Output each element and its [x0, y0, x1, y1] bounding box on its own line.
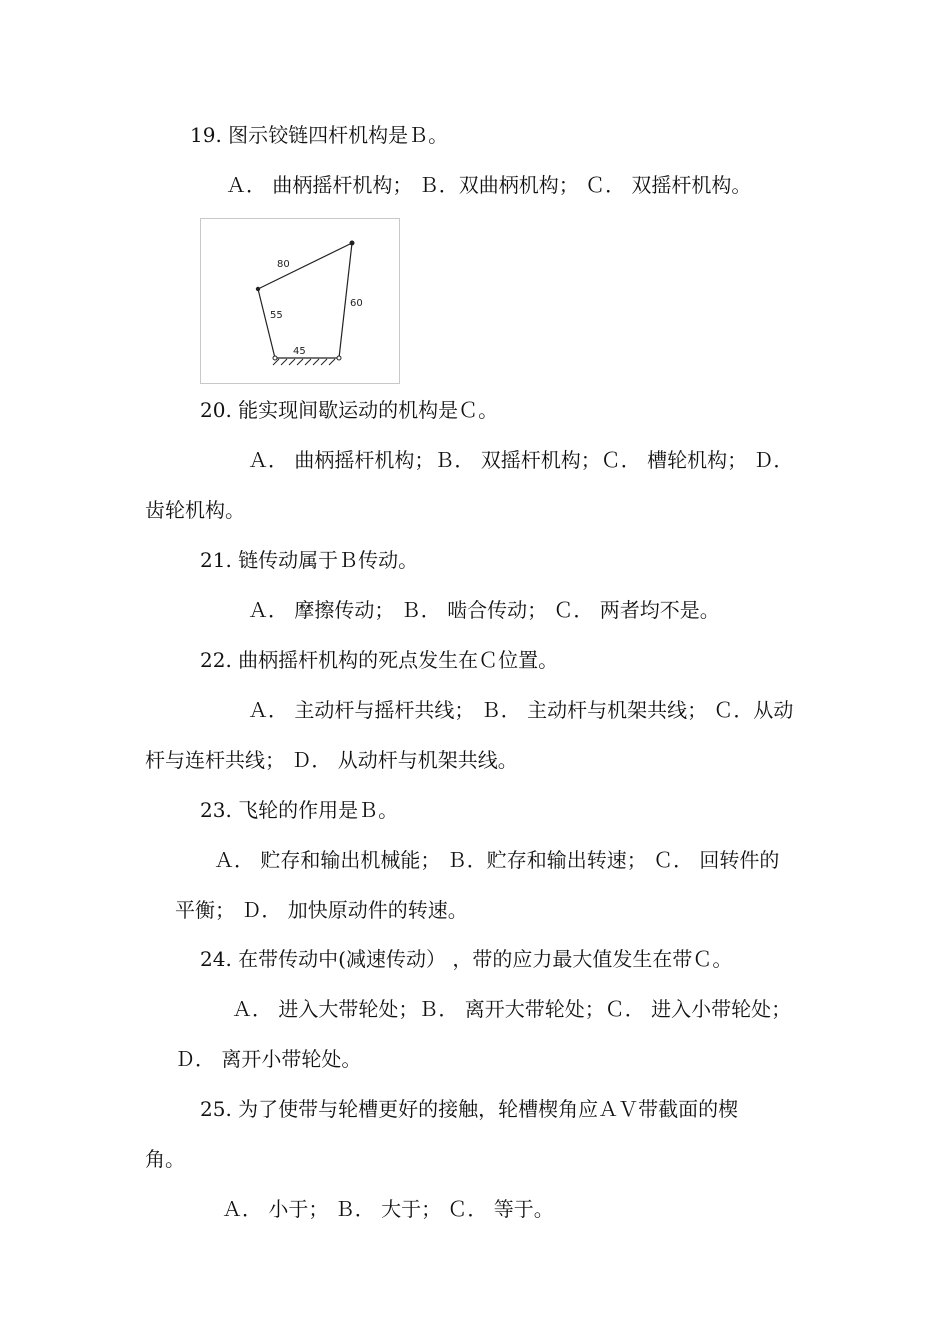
- link-80: [258, 243, 352, 289]
- q24-stem: 24. 在带传动中(减速传动） ，带的应力最大值发生在带Ｃ。: [200, 947, 733, 971]
- q22-stem: 22. 曲柄摇杆机构的死点发生在Ｃ位置。: [200, 648, 559, 672]
- joint-c: [273, 356, 277, 360]
- joint-b: [350, 241, 355, 246]
- q21-options: Ａ． 摩擦传动； Ｂ． 啮合传动； Ｃ． 两者均不是。: [248, 598, 720, 622]
- q23-options-line1: Ａ． 贮存和输出机械能； Ｂ．贮存和输出转速； Ｃ． 回转件的: [214, 848, 780, 872]
- q20-options-line1: Ａ． 曲柄摇杆机构；Ｂ． 双摇杆机构；Ｃ． 槽轮机构； Ｄ．: [248, 448, 794, 472]
- q20-options-line2: 齿轮机构。: [145, 498, 245, 522]
- label-80: 80: [277, 259, 290, 270]
- four-bar-linkage-figure: [200, 218, 400, 384]
- link-55: [258, 289, 275, 358]
- label-45: 45: [293, 346, 306, 357]
- ground-hatch: [273, 359, 335, 365]
- q19-stem: 19. 图示铰链四杆机构是Ｂ。: [190, 123, 449, 147]
- q22-options-line1: Ａ． 主动杆与摇杆共线； Ｂ． 主动杆与机架共线； Ｃ．从动: [248, 698, 794, 722]
- q25-options: Ａ． 小于； Ｂ． 大于； Ｃ． 等于。: [222, 1197, 554, 1221]
- linkage-diagram: [201, 219, 399, 383]
- q21-stem: 21. 链传动属于Ｂ传动。: [200, 548, 419, 572]
- q20-stem: 20. 能实现间歇运动的机构是Ｃ。: [200, 398, 499, 422]
- q23-stem: 23. 飞轮的作用是Ｂ。: [200, 798, 399, 822]
- q22-options-line2: 杆与连杆共线； Ｄ． 从动杆与机架共线。: [145, 748, 518, 772]
- joint-a: [256, 287, 260, 291]
- label-60: 60: [350, 298, 363, 309]
- q19-options: Ａ． 曲柄摇杆机构； Ｂ．双曲柄机构； Ｃ． 双摇杆机构。: [226, 173, 752, 197]
- q24-options-line1: Ａ． 进入大带轮处；Ｂ． 离开大带轮处；Ｃ． 进入小带轮处；: [232, 997, 792, 1021]
- label-55: 55: [270, 310, 283, 321]
- q23-options-line2: 平衡； Ｄ． 加快原动件的转速。: [175, 898, 468, 922]
- q25-stem: 25. 为了使带与轮槽更好的接触，轮槽楔角应ＡＶ带截面的楔: [200, 1097, 739, 1121]
- q24-options-line2: Ｄ． 离开小带轮处。: [175, 1047, 362, 1071]
- joint-d: [337, 356, 341, 360]
- q25-stem-continued: 角。: [145, 1147, 185, 1171]
